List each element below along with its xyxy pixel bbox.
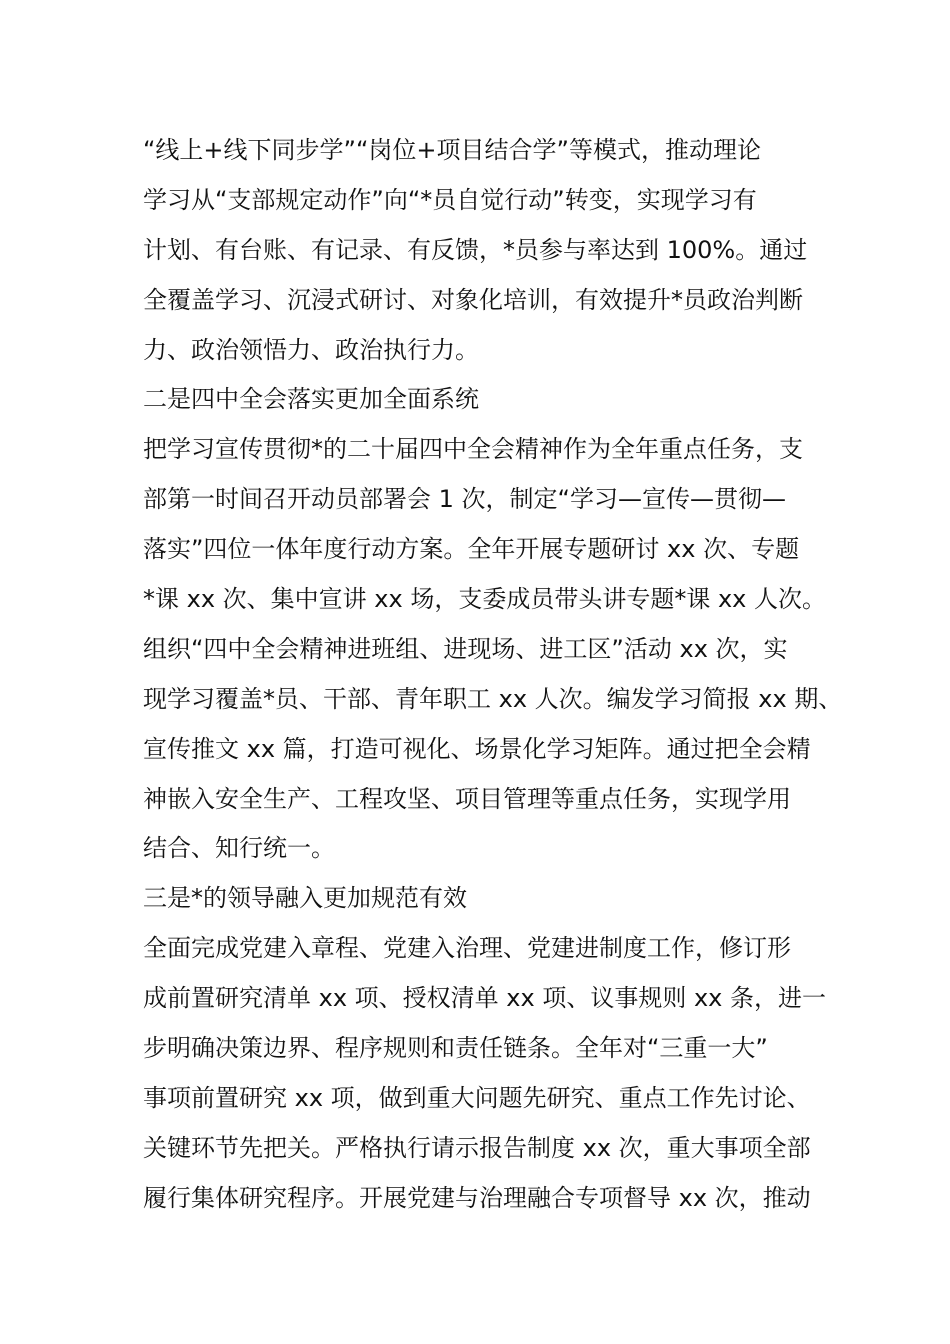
text-line: 部第一时间召开动员部署会 1 次，制定“学习—宣传—贯彻— [143,485,786,514]
text-line: 全面完成党建入章程、党建入治理、党建进制度工作，修订形 [143,934,791,963]
text-line: 关键环节先把关。严格执行请示报告制度 xx 次，重大事项全部 [143,1133,811,1162]
text-line: 把学习宣传贯彻*的二十届四中全会精神作为全年重点任务，支 [143,435,803,464]
text-line: “线上+线下同步学”“岗位+项目结合学”等模式，推动理论 [143,136,761,164]
text-line: 全覆盖学习、沉浸式研讨、对象化培训，有效提升*员政治判断 [143,285,803,314]
text-line: 落实”四位一体年度行动方案。全年开展专题研讨 xx 次、专题 [143,535,800,564]
text-line: 步明确决策边界、程序规则和责任链条。全年对“三重一大” [143,1034,768,1063]
section-heading: 三是*的领导融入更加规范有效 [143,884,467,913]
text-line: 宣传推文 xx 篇，打造可视化、场景化学习矩阵。通过把全会精 [143,734,811,763]
text-line: 组织“四中全会精神进班组、进现场、进工区”活动 xx 次，实 [143,634,788,663]
section-heading: 二是四中全会落实更加全面系统 [143,385,479,414]
text-line: 学习从“支部规定动作”向“*员自觉行动”转变，实现学习有 [143,185,757,214]
text-line: 神嵌入安全生产、工程攻坚、项目管理等重点任务，实现学用 [143,784,791,813]
text-line: 计划、有台账、有记录、有反馈，*员参与率达到 100%。通过 [143,235,808,264]
text-line: 现学习覆盖*员、干部、青年职工 xx 人次。编发学习简报 xx 期、 [143,684,843,713]
text-line: 力、政治领悟力、政治执行力。 [143,335,479,364]
text-line: *课 xx 次、集中宣讲 xx 场，支委成员带头讲专题*课 xx 人次。 [143,585,826,614]
text-line: 事项前置研究 xx 项，做到重大问题先研究、重点工作先讨论、 [143,1083,811,1112]
text-line: 结合、知行统一。 [143,834,335,863]
text-line: 履行集体研究程序。开展党建与治理融合专项督导 xx 次，推动 [143,1183,811,1212]
text-line: 成前置研究清单 xx 项、授权清单 xx 项、议事规则 xx 条，进一 [143,984,826,1013]
body-text [143,126,843,1224]
